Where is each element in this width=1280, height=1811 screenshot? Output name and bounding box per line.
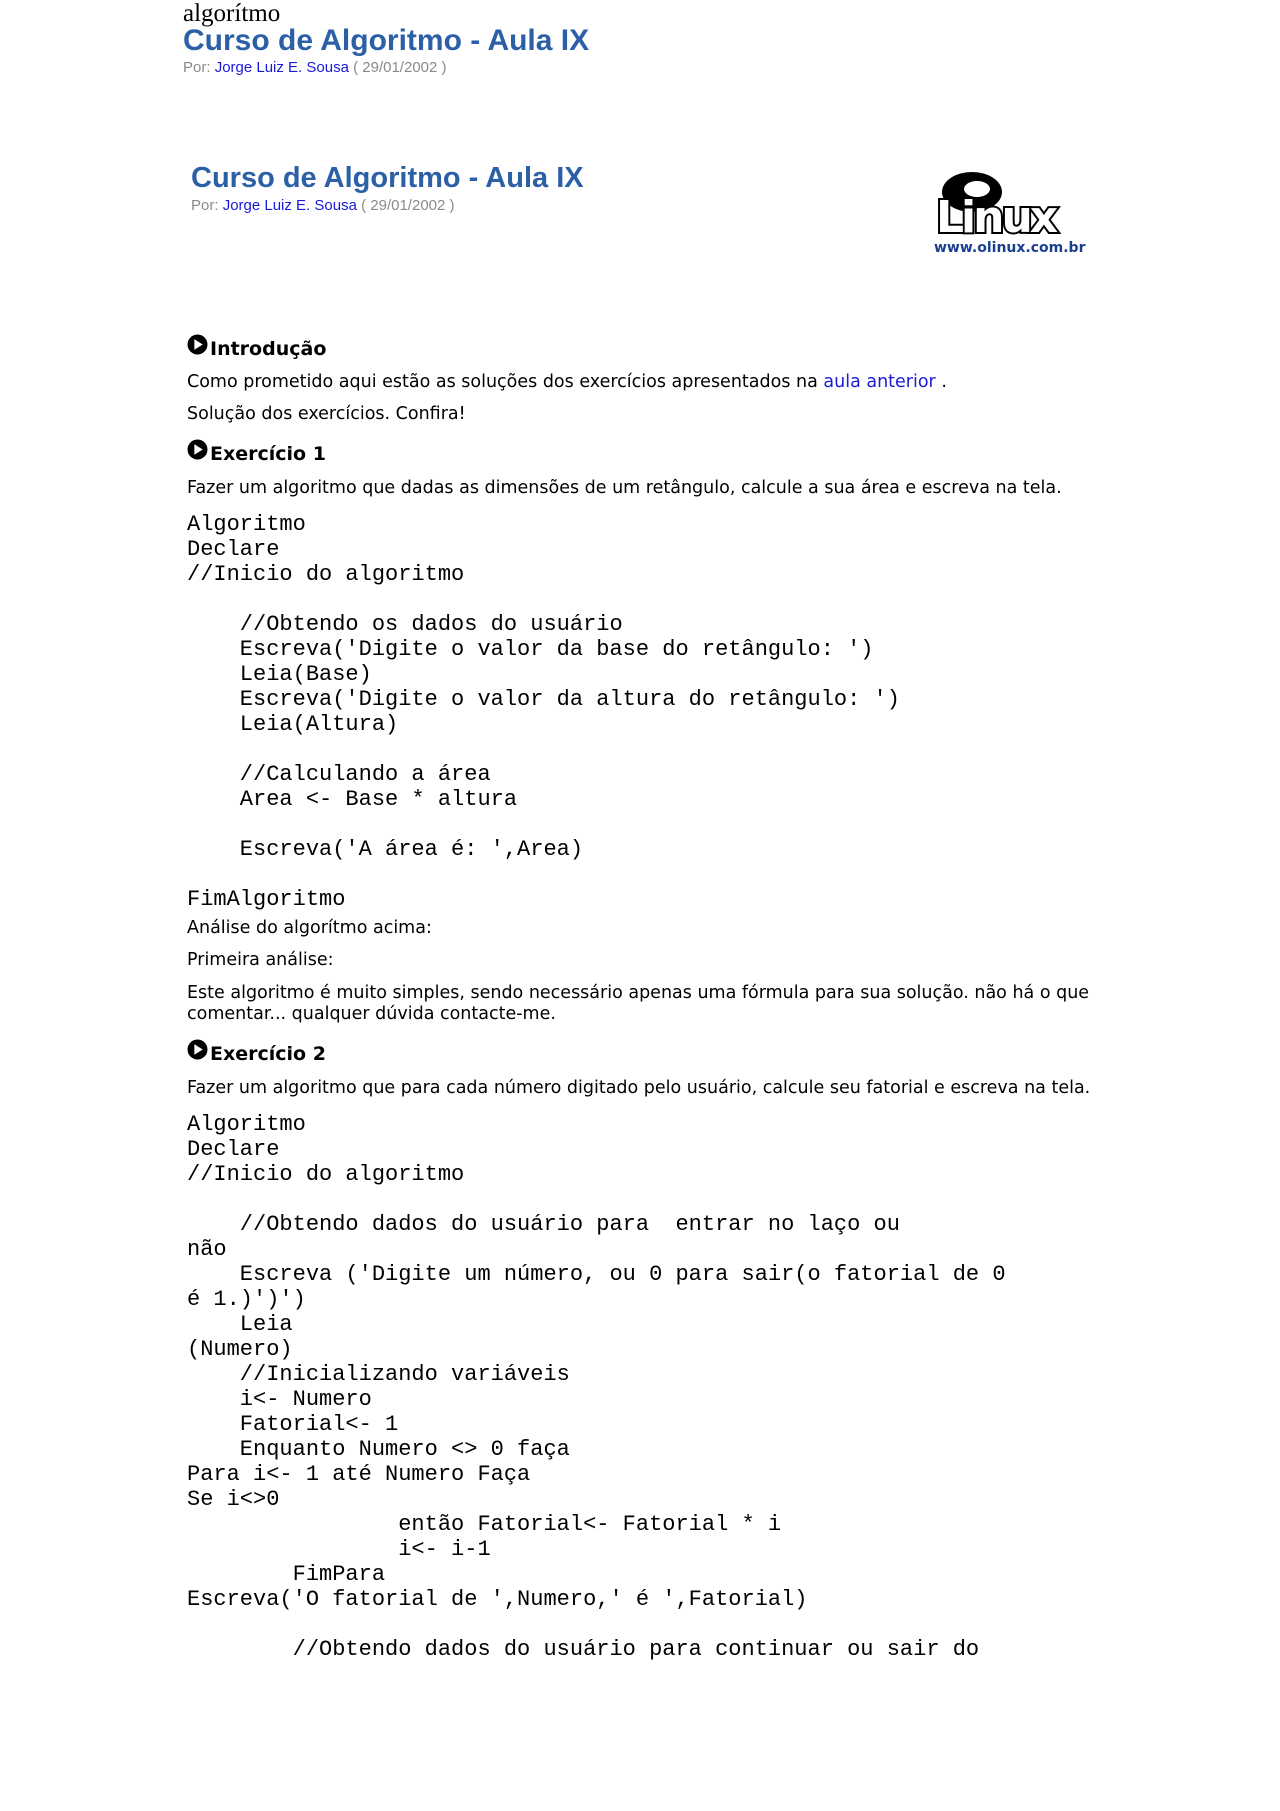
section-heading-label: Exercício 1 [210,443,326,465]
play-bullet-icon [187,1039,208,1060]
page-category-label: algorítmo [183,0,281,27]
section-heading-exercise-2 [187,1043,326,1065]
previous-lesson-link[interactable]: aula anterior [823,372,936,392]
byline-date: ( 29/01/2002 ) [353,59,447,76]
author-link[interactable]: Jorge Luiz E. Sousa [222,197,357,214]
first-analysis-label: Primeira análise: [187,950,334,970]
analysis-title: Análise do algorítmo acima: [187,918,432,938]
byline-date: ( 29/01/2002 ) [361,197,455,214]
intro-text: Como prometido aqui estão as soluções dos exercícios apresentados na [187,372,818,392]
byline-prefix: Por: [183,59,211,76]
intro-paragraph-1 [187,372,947,392]
logo-word: Linux [936,192,1056,243]
play-bullet-icon [187,439,208,460]
section-heading-intro [187,338,326,360]
author-link[interactable]: Jorge Luiz E. Sousa [214,59,349,76]
exercise-2-statement: Fazer um algoritmo que para cada número digitado pelo usuário, calcule seu fatorial e escreva na tela. [187,1078,1091,1098]
intro-paragraph-2: Solução dos exercícios. Confira! [187,404,466,424]
page-byline [183,59,447,76]
byline-prefix: Por: [191,197,219,214]
analysis-line-1: Este algoritmo é muito simples, sendo necessário apenas uma fórmula para sua solução. não há o que [187,983,1090,1003]
section-heading-exercise-1 [187,443,326,465]
section-heading-label: Exercício 2 [210,1043,326,1065]
logo-url: www.olinux.com.br [934,240,1086,256]
play-bullet-icon [187,334,208,355]
olinux-logo [928,162,1100,258]
article-title: Curso de Algoritmo - Aula IX [191,162,584,194]
intro-period: . [941,372,947,392]
exercise-1-statement: Fazer um algoritmo que dadas as dimensões de um retângulo, calcule a sua área e escreva na tela. [187,478,1062,498]
page-title: Curso de Algoritmo - Aula IX [183,24,590,57]
exercise-1-code: Algoritmo Declare //Inicio do algoritmo //Obtendo os dados do usuário Escreva('Digite o valor da base do retângulo: ') Leia(Base) Escreva('Digite o valor da altura do retângulo: ') Leia(Altura) //Calculando a área Area <- Base * altura Escreva('A área é: ',Area) FimAlgoritmo [187,512,900,912]
article-byline [191,197,455,214]
analysis-line-2: comentar... qualquer dúvida contacte-me. [187,1004,556,1024]
section-heading-label: Introdução [210,338,327,360]
exercise-2-code: Algoritmo Declare //Inicio do algoritmo //Obtendo dados do usuário para entrar no laço ou não Escreva ('Digite um número, ou 0 para sair(o fatorial de 0 é 1.)')') Leia (Numero) //Inicializando variáveis i<- Numero Fatorial<- 1 Enquanto Numero <> 0 faça Para i<- 1 até Numero Faça Se i<>0 então Fatorial<- Fatorial * i i<- i-1 FimPara Escreva('O fatorial de ',Numero,' é ',Fatorial) //Obtendo dados do usuário para continuar ou sair do [187,1112,1006,1662]
